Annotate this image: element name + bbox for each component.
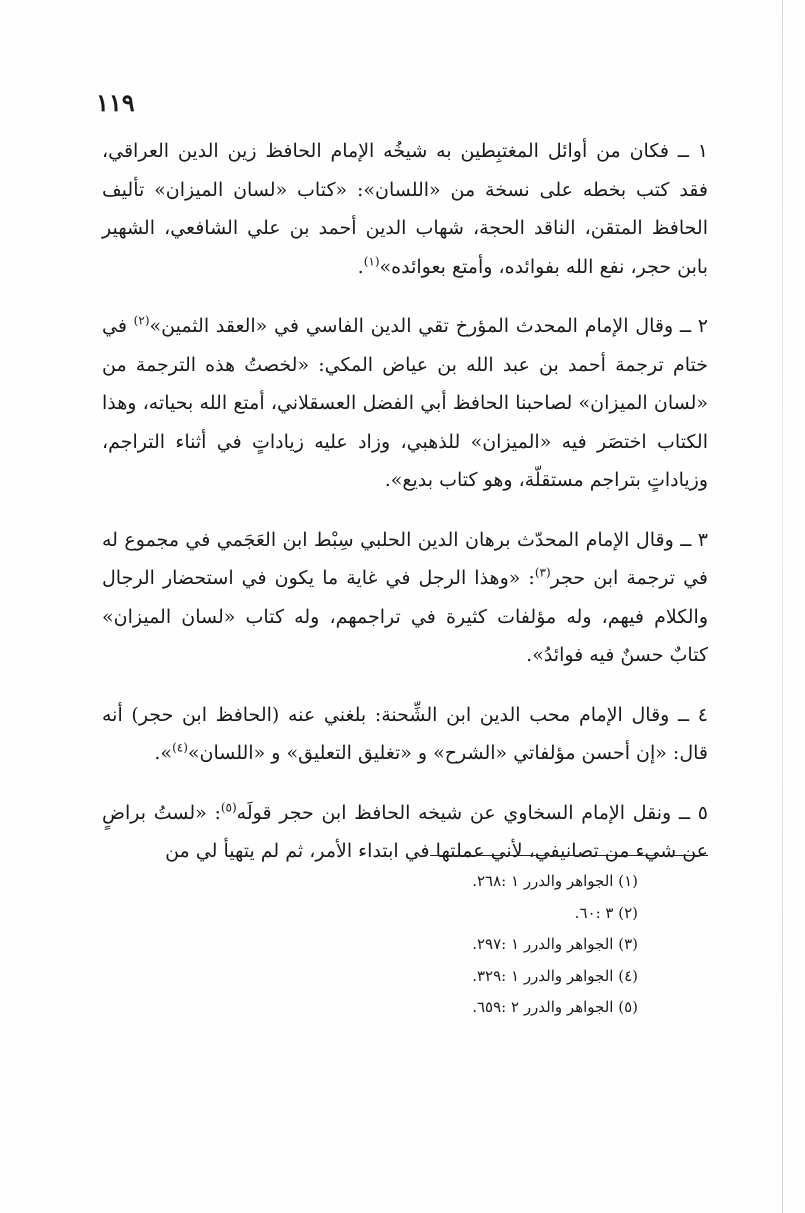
paragraph-text: ٣ ــ وقال الإمام المحدّث برهان الدين الحلبي سِبْط ابن العَجَمي في مجموع له في ترجمة ابن حجر bbox=[102, 528, 708, 589]
footnote-4: (٤) الجواهر والدرر ١ :٣٢٩. bbox=[472, 966, 638, 985]
paragraph-4 bbox=[102, 696, 708, 773]
footnotes bbox=[330, 866, 638, 1024]
body-text bbox=[102, 132, 708, 892]
paragraph-text: ٥ ــ ونقل الإمام السخاوي عن شيخه الحافظ ابن حجر قولَه bbox=[236, 801, 708, 824]
paragraph-text: ٢ ــ وقال الإمام المحدث المؤرخ تقي الدين الفاسي في «العقد الثمين» bbox=[149, 315, 708, 337]
footnote-1: (١) الجواهر والدرر ١ :٢٦٨. bbox=[472, 872, 638, 890]
footnote-2: (٢) ٣ :٦٠. bbox=[574, 903, 638, 922]
footnote-ref: (٣) bbox=[534, 565, 551, 580]
paragraph-tail: ». bbox=[154, 742, 173, 764]
paragraph-2 bbox=[102, 307, 708, 500]
paragraph-3 bbox=[102, 521, 708, 675]
footnote-ref: (٤) bbox=[172, 740, 188, 755]
paragraph-text: ٤ ــ وقال الإمام محب الدين ابن الشِّحنة: بلغني عنه (الحافظ ابن حجر) أنه قال: «إن أحسن مؤلفاتي «الشرح» و «تغليق التعليق» و «اللسان» bbox=[102, 703, 708, 764]
paragraph-text: ١ ــ فكان من أوائل المغتبِطين به شيخُه الإمام الحافظ زين الدين العراقي، فقد كتب بخطه على نسخة من «اللسان»: «كتاب «لسان الميزان» تأليف الحافظ المتقن، الناقد الحجة، شهاب الدين أحمد بن علي الشافعي، الشهير بابن حجر، نفع الله بفوائده، وأمتع بعوائده» bbox=[102, 140, 708, 278]
paragraph-tail: : «لستُ براضٍ عن شيء من تصانيفي، لأني عملتها في ابتداء الأمر، ثم لم يتهيأ لي من bbox=[102, 801, 708, 862]
paragraph-tail: في ختام ترجمة أحمد بن عبد الله بن عياض المكي: «لخصتُ هذه الترجمة من «لسان الميزان» لصاحبنا الحافظ أبي الفضل العسقلاني، أمتع الله بحياته، وهذا الكتاب اختصَر فيه «الميزان» للذهبي، وزاد عليه زياداتٍ في أثناء التراجم، وزياداتٍ بتراجم مستقلّة، وهو كتاب بديع». bbox=[102, 315, 708, 491]
footnote-3: (٣) الجواهر والدرر ١ :٢٩٧. bbox=[472, 935, 638, 953]
footnote-5: (٥) الجواهر والدرر ٢ :٦٥٩. bbox=[472, 998, 638, 1016]
page-binding-edge bbox=[782, 0, 783, 1213]
page-number: ١١٩ bbox=[96, 88, 135, 117]
footnote-ref: (١) bbox=[363, 254, 380, 269]
paragraph-1 bbox=[102, 132, 708, 286]
footnote-separator bbox=[430, 855, 708, 856]
paragraph-5 bbox=[102, 794, 708, 871]
paragraph-tail: : «وهذا الرجل في غاية ما يكون في استحضار الرجال والكلام فيهم، وله مؤلفات كثيرة في تراجمهم، وله كتاب «لسان الميزان» كتابٌ حسنٌ فيه فوائدُ». bbox=[102, 567, 708, 666]
paragraph-tail: . bbox=[357, 255, 364, 278]
footnote-ref: (٥) bbox=[220, 800, 237, 815]
footnote-ref: (٢) bbox=[133, 313, 150, 328]
